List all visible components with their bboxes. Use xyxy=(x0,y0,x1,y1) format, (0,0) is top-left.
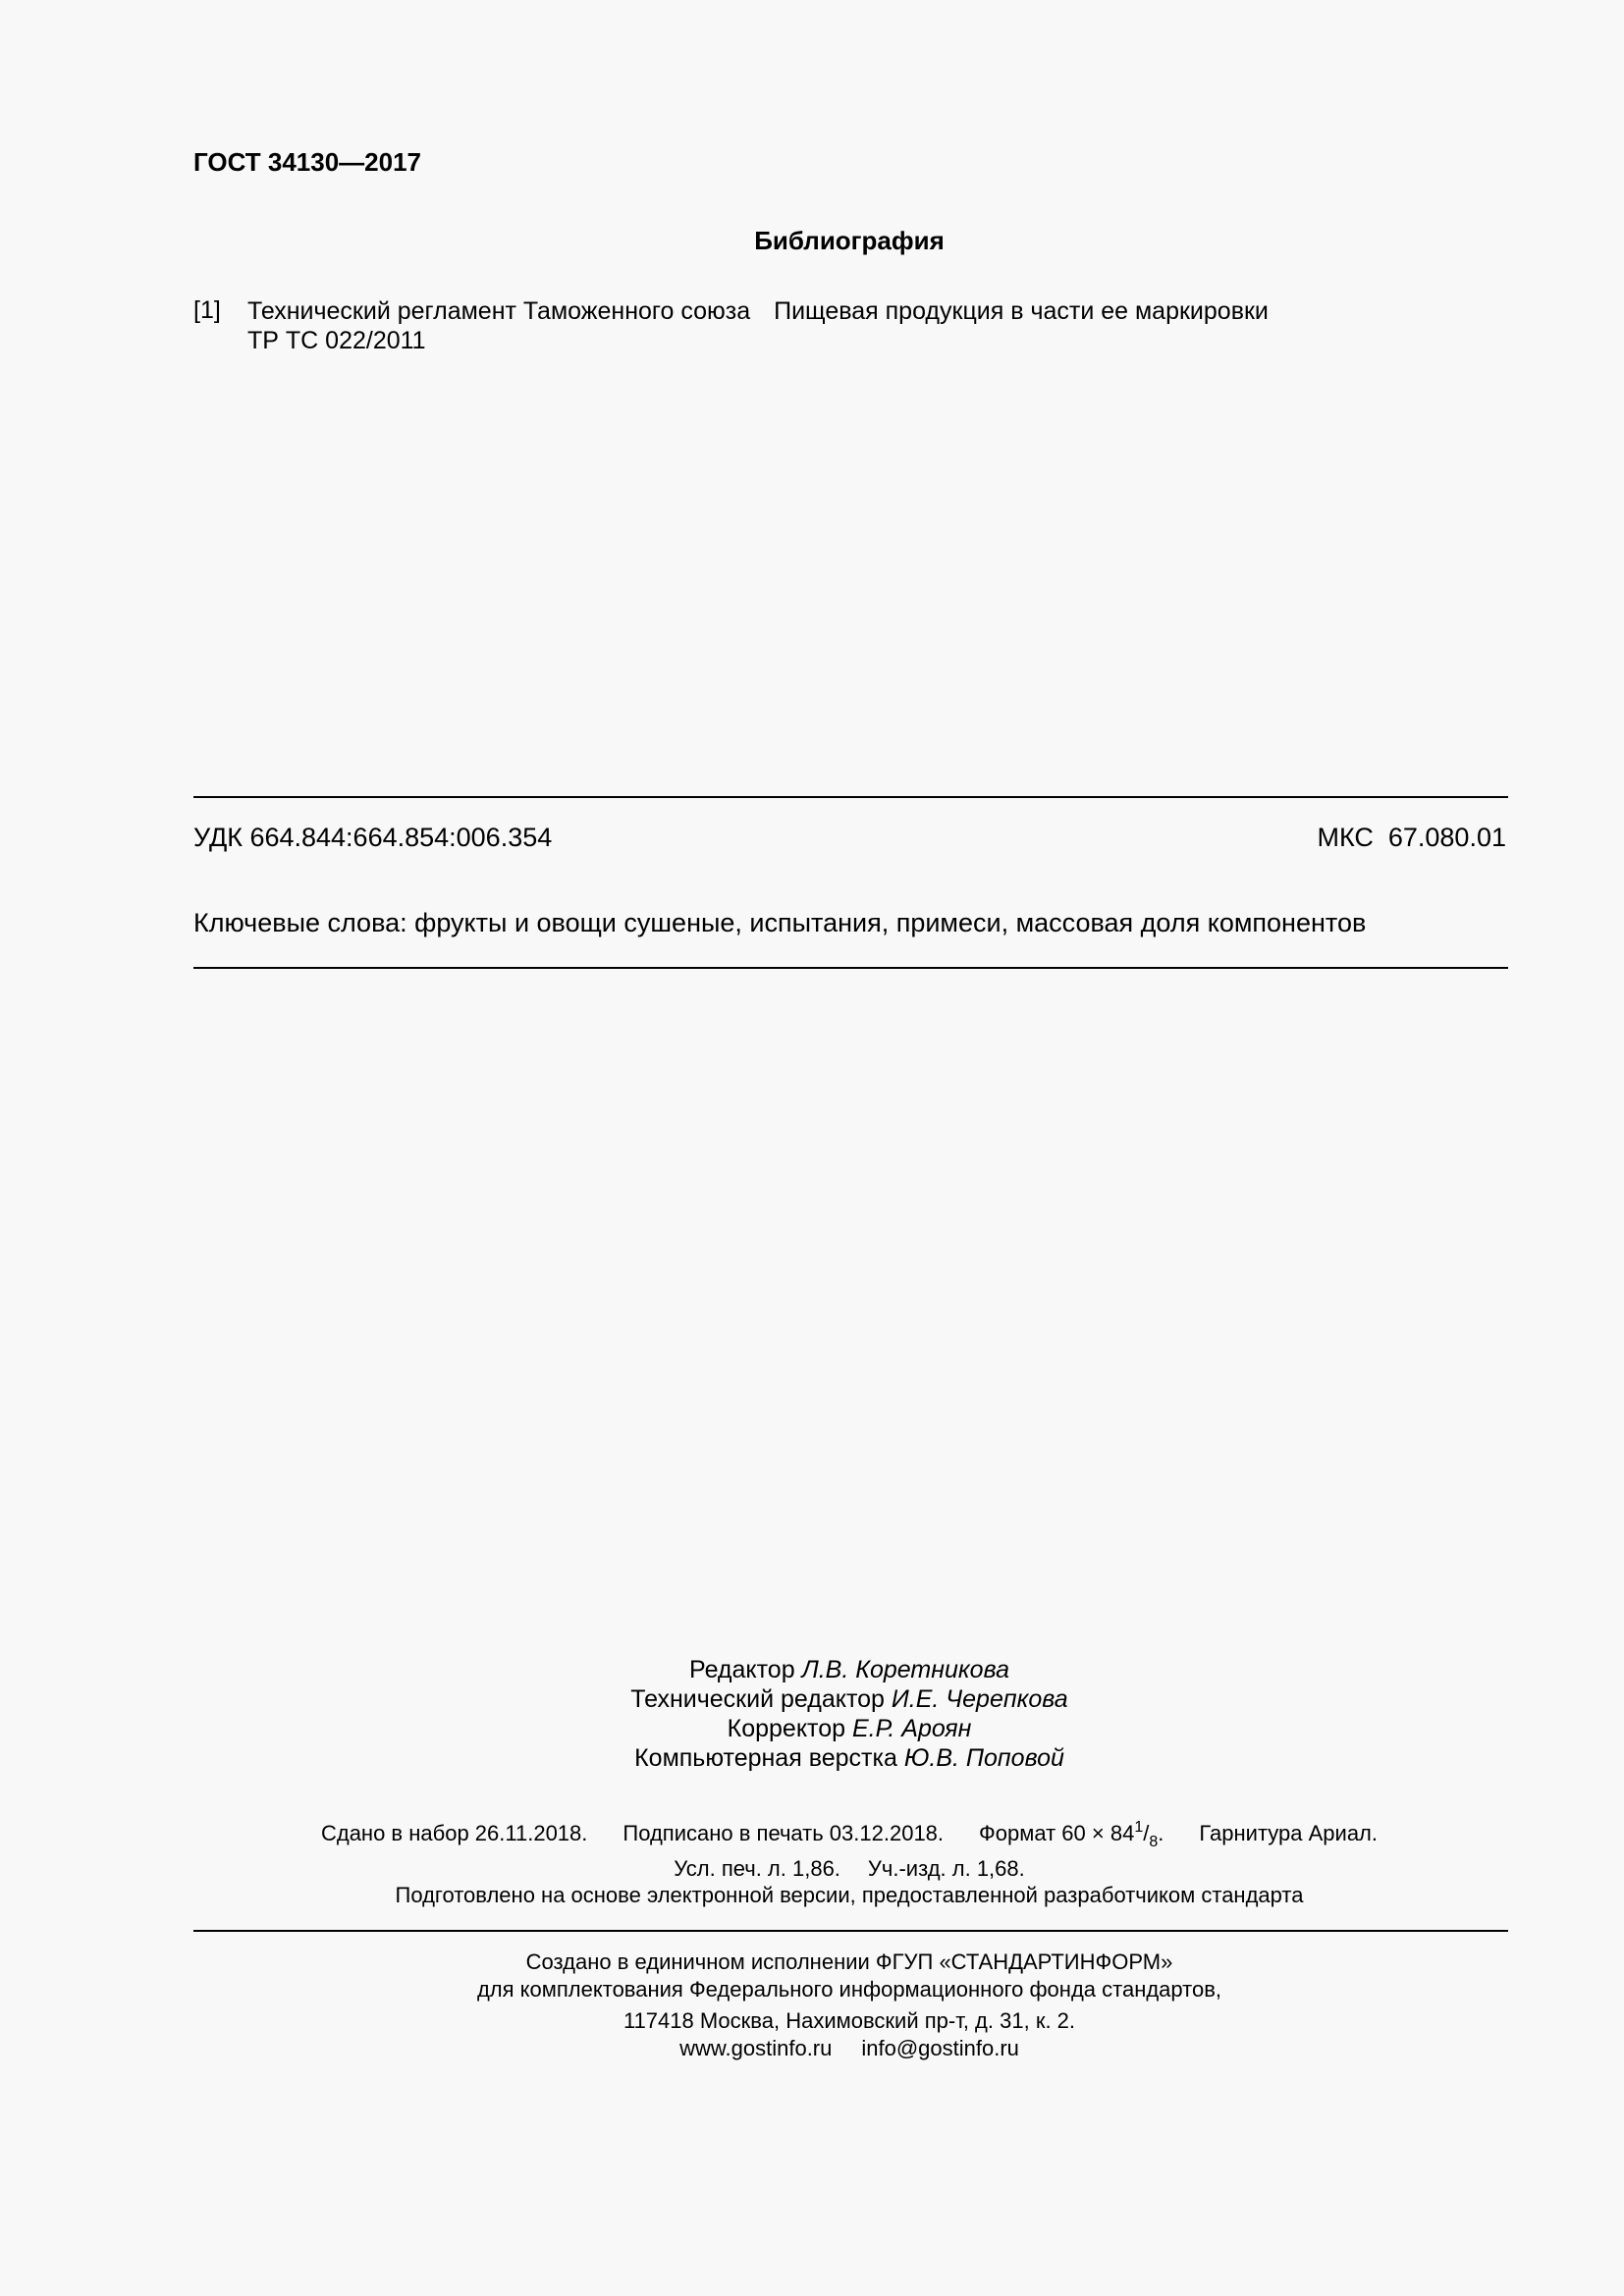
publishing-sheets: Уч.-изд. л. 1,68. xyxy=(867,1856,1025,1881)
print-sheets: Усл. печ. л. 1,86. xyxy=(674,1856,840,1881)
credit-layout: Компьютерная верстка Ю.В. Поповой xyxy=(634,1744,1064,1772)
mks-code: МКС 67.080.01 xyxy=(1317,823,1506,852)
signed-date: Подписано в печать 03.12.2018. xyxy=(623,1821,945,1845)
credits-block xyxy=(0,1655,1624,1773)
bibliography-title: Библиография xyxy=(754,226,945,255)
publisher-website[interactable]: www.gostinfo.ru xyxy=(679,2036,833,2060)
publisher-contacts xyxy=(0,2007,1624,2062)
credit-editor: Редактор Л.В. Коретникова xyxy=(689,1656,1009,1683)
credit-tech-editor: Технический редактор И.Е. Черепкова xyxy=(630,1685,1068,1713)
bibliography-entry-code: ТР ТС 022/2011 xyxy=(247,327,426,354)
print-info xyxy=(0,1814,1624,1882)
bibliography-entry-title: Технический регламент Таможенного союза xyxy=(247,297,751,325)
publisher-line-2: для комплектования Федерального информационного фонда стандартов, xyxy=(476,1977,1222,2002)
keywords: Ключевые слова: фрукты и овощи сушеные, испытания, примеси, массовая доля компонентов xyxy=(193,908,1367,937)
publisher-line-1: Создано в единичном исполнении ФГУП «СТАНДАРТИНФОРМ» xyxy=(525,1949,1173,1974)
bibliography-entry-subject: Пищевая продукция в части ее маркировки xyxy=(774,297,1269,325)
publisher-info xyxy=(0,1949,1624,2003)
publisher-email[interactable]: info@gostinfo.ru xyxy=(861,2036,1019,2060)
divider-top xyxy=(193,796,1508,798)
paper-format: Формат $60 \times 84^1/_8$. xyxy=(979,1819,1164,1850)
standard-code: ГОСТ 34130—2017 xyxy=(193,147,421,177)
bibliography-entry xyxy=(247,296,1269,355)
publisher-address: 117418 Москва, Нахимовский пр-т, д. 31, к. 2. xyxy=(623,2008,1076,2033)
submitted-date: Сдано в набор 26.11.2018. xyxy=(320,1821,588,1845)
divider-middle xyxy=(193,967,1508,969)
udk-code: УДК 664.844:664.854:006.354 xyxy=(193,823,553,852)
prepared-note: Подготовлено на основе электронной версии, предоставленной разработчиком стандарта xyxy=(395,1883,1304,1907)
typeface: Гарнитура Ариал. xyxy=(1199,1821,1379,1845)
credit-proofreader: Корректор Е.Р. Ароян xyxy=(727,1715,972,1742)
bibliography-entry-number: [1] xyxy=(193,296,221,324)
divider-bottom xyxy=(193,1930,1508,1932)
